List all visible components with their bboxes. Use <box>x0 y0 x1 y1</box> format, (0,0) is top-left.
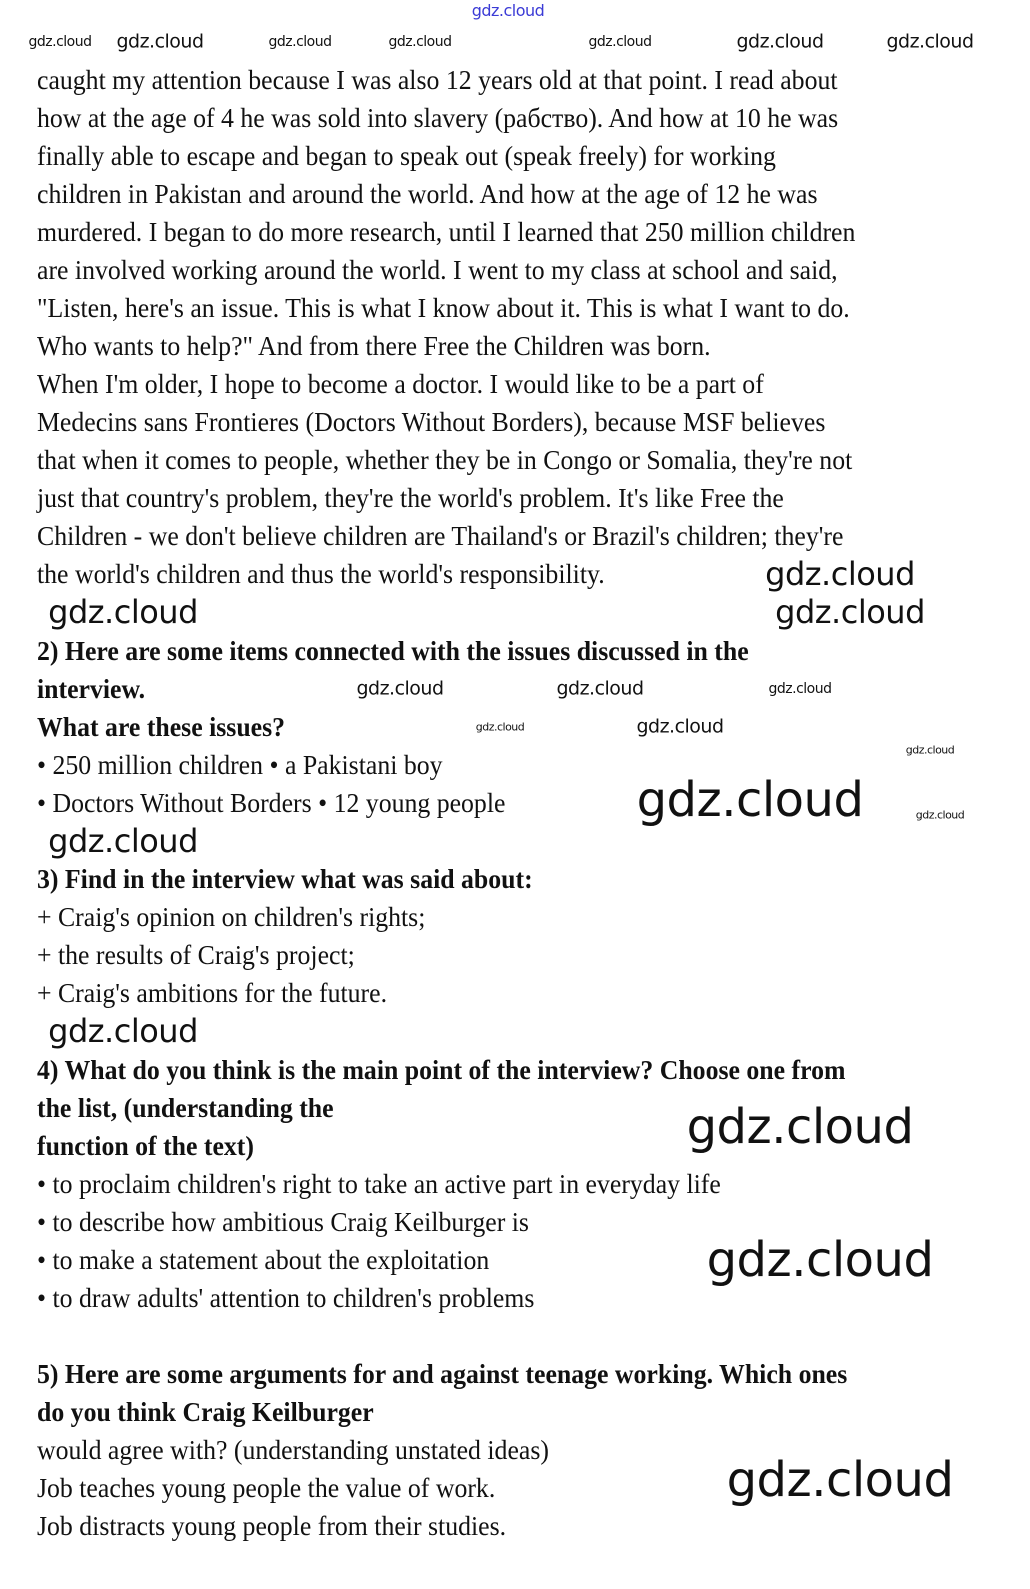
watermark: gdz.cloud <box>765 555 915 593</box>
watermark: gdz.cloud <box>48 593 198 631</box>
watermark: gdz.cloud <box>886 30 974 53</box>
list-item: • Doctors Without Borders • 12 young people <box>37 788 506 818</box>
watermark: gdz.cloud <box>475 720 525 734</box>
watermark: gdz.cloud <box>706 1232 934 1288</box>
text-line: Who wants to help?" And from there Free the Children was born. <box>37 331 711 361</box>
list-item: Job teaches young people the value of work. <box>37 1473 496 1503</box>
question-heading: function of the text) <box>37 1131 254 1161</box>
watermark: gdz.cloud <box>726 1452 954 1508</box>
watermark: gdz.cloud <box>686 1099 914 1155</box>
watermark: gdz.cloud <box>388 34 452 50</box>
list-item: + Craig's opinion on children's rights; <box>37 902 426 932</box>
watermark: gdz.cloud <box>905 743 955 757</box>
text-line: the world's children and thus the world's responsibility. <box>37 559 605 589</box>
text-line: "Listen, here's an issue. This is what I know about it. This is what I want to do. <box>37 293 850 323</box>
text-line: finally able to escape and began to speak out (speak freely) for working <box>37 141 776 171</box>
list-item: • to describe how ambitious Craig Keilburger is <box>37 1207 529 1237</box>
list-item: • to proclaim children's right to take an active part in everyday life <box>37 1169 721 1199</box>
watermark: gdz.cloud <box>636 715 724 738</box>
text-line: children in Pakistan and around the world. And how at the age of 12 he was <box>37 179 818 209</box>
watermark: gdz.cloud <box>775 593 925 631</box>
text-line: Children - we don't believe children are Thailand's or Brazil's children; they're <box>37 521 844 551</box>
question-heading: 5) Here are some arguments for and against teenage working. Which ones <box>37 1359 848 1389</box>
text-line: Medecins sans Frontieres (Doctors Without Borders), because MSF believes <box>37 407 826 437</box>
watermark: gdz.cloud <box>28 34 92 50</box>
question-heading: 4) What do you think is the main point of the interview? Choose one from <box>37 1055 846 1085</box>
list-item: + the results of Craig's project; <box>37 940 355 970</box>
list-item: • 250 million children • a Pakistani boy <box>37 750 443 780</box>
list-item: • to make a statement about the exploitation <box>37 1245 490 1275</box>
text-line: caught my attention because I was also 12 years old at that point. I read about <box>37 65 838 95</box>
watermark: gdz.cloud <box>48 1012 198 1050</box>
question-heading: interview. <box>37 674 146 704</box>
question-heading: the list, (understanding the <box>37 1093 334 1123</box>
watermark: gdz.cloud <box>636 772 864 828</box>
text-line: just that country's problem, they're the world's problem. It's like Free the <box>37 483 784 513</box>
question-heading: 3) Find in the interview what was said about: <box>37 864 533 894</box>
text-line: that when it comes to people, whether they be in Congo or Somalia, they're not <box>37 445 853 475</box>
list-item: + Craig's ambitions for the future. <box>37 978 388 1008</box>
text-line: murdered. I began to do more research, until I learned that 250 million children <box>37 217 856 247</box>
watermark: gdz.cloud <box>768 681 832 697</box>
text-line: how at the age of 4 he was sold into slavery (рабство). And how at 10 he was <box>37 103 839 133</box>
watermark: gdz.cloud <box>588 34 652 50</box>
list-item: • to draw adults' attention to children's problems <box>37 1283 535 1313</box>
watermark: gdz.cloud <box>268 34 332 50</box>
list-item: would agree with? (understanding unstated ideas) <box>37 1435 549 1465</box>
text-line: are involved working around the world. I went to my class at school and said, <box>37 255 838 285</box>
watermark: gdz.cloud <box>356 677 444 700</box>
list-item: Job distracts young people from their studies. <box>37 1511 507 1541</box>
watermark: gdz.cloud <box>736 30 824 53</box>
question-heading: 2) Here are some items connected with the issues discussed in the <box>37 636 749 666</box>
watermark: gdz.cloud <box>116 30 204 53</box>
watermark: gdz.cloud <box>915 808 965 822</box>
question-heading: What are these issues? <box>37 712 286 742</box>
page-header-watermark: gdz.cloud <box>471 1 545 20</box>
watermark: gdz.cloud <box>556 677 644 700</box>
text-line: When I'm older, I hope to become a doctor. I would like to be a part of <box>37 369 764 399</box>
watermark: gdz.cloud <box>48 822 198 860</box>
question-heading: do you think Craig Keilburger <box>37 1397 374 1427</box>
